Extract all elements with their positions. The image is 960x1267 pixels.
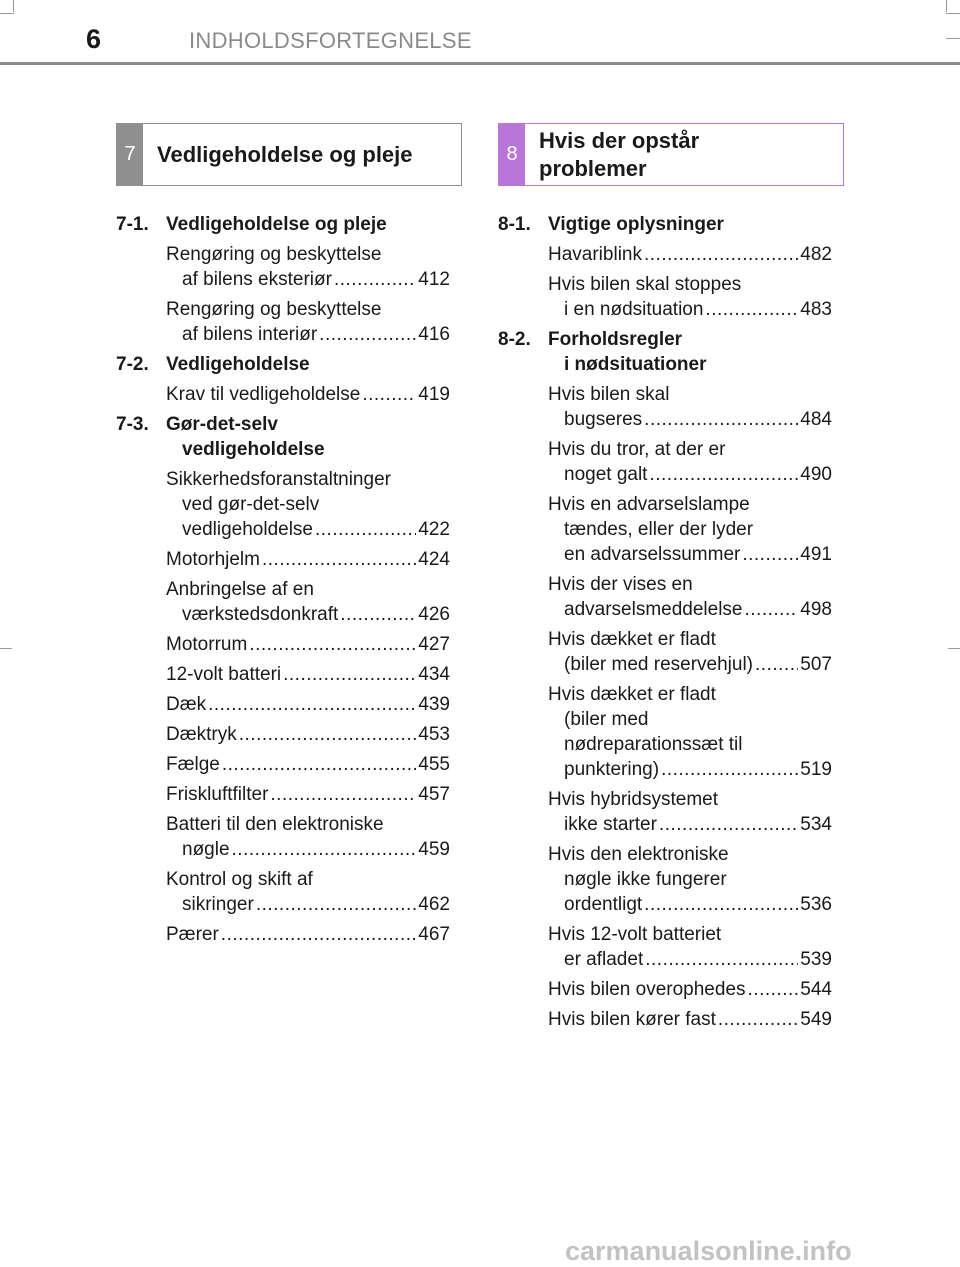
entry-last-line [548,652,832,677]
entry-last-line [166,322,450,347]
chapter-8-title: Hvis der opstår problemer [539,127,700,181]
entry-last-line [166,632,450,657]
entry-text-line: Pærer [166,924,219,945]
entry-text-line: Kontrol og skift af [166,869,313,890]
entry-last-line [166,892,450,917]
entry-text-line: af bilens eksteriør [182,269,332,290]
entry-text-line: Hvis bilen kører fast [548,1009,716,1030]
page-ref[interactable]: 416 [418,324,450,345]
page-ref[interactable]: 459 [418,839,450,860]
toc-entry[interactable] [116,922,450,947]
entry-text-line: nødreparationssæt til [564,734,743,755]
toc-entry[interactable] [498,787,832,837]
page-ref[interactable]: 519 [800,759,832,780]
page-ref[interactable]: 544 [800,979,832,1000]
section-title-line: Vedligeholdelse og pleje [166,214,387,235]
entry-text-line: Hvis dækket er fladt [548,684,716,705]
entry-text-line: punktering) [564,759,660,780]
section-title-line: i nødsituationer [564,354,707,375]
entry-text-line: nøgle ikke fungerer [564,869,727,890]
entry-text-line: Rengøring og beskyttelse [166,299,382,320]
entry-text-line: Batteri til den elektroniske [166,814,384,835]
toc-entry[interactable] [116,297,450,347]
entry-text-line: Krav til vedligeholdelse [166,384,361,405]
entry-text-line: Anbringelse af en [166,579,314,600]
toc-entry[interactable] [116,782,450,807]
dot-leader [661,757,798,782]
dot-leader [221,922,417,947]
entry-last-line [548,542,832,567]
section-heading [498,212,832,237]
section-number: 7-3. [116,414,149,435]
dot-leader [659,812,798,837]
entry-last-line [548,892,832,917]
crop-mark [948,648,960,649]
dot-leader [742,542,798,567]
section-number: 8-2. [498,329,531,350]
chapter-7-toc [116,207,450,947]
page-ref[interactable]: 419 [418,384,450,405]
header-rule [0,62,960,65]
page-ref[interactable]: 434 [418,664,450,685]
entry-text-line: (biler med reservehjul) [564,654,754,675]
page-ref[interactable]: 482 [800,244,832,265]
entry-last-line [166,267,450,292]
toc-entry[interactable] [498,572,832,622]
entry-text-line: værkstedsdonkraft [182,604,339,625]
entry-last-line [548,242,832,267]
toc-entry[interactable] [498,1007,832,1032]
entry-last-line [548,597,832,622]
entry-text-line: 12-volt batteri [166,664,282,685]
entry-text-line: Hvis bilen overophedes [548,979,746,1000]
dot-leader [748,977,799,1002]
toc-entry[interactable] [498,492,832,567]
section-title-line: Forholdsregler [548,329,683,350]
page-ref[interactable]: 422 [418,519,450,540]
chapter-7-title: Vedligeholdelse og pleje [157,141,413,167]
dot-leader [644,242,798,267]
chapter-8-tab: 8 [499,124,525,185]
dot-leader [249,632,416,657]
page-ref[interactable]: 453 [418,724,450,745]
page-ref[interactable]: 412 [418,269,450,290]
page-ref[interactable]: 462 [418,894,450,915]
toc-entry[interactable] [116,722,450,747]
toc-entry[interactable] [116,812,450,862]
toc-entry[interactable] [498,272,832,322]
entry-text-line: Dæktryk [166,724,237,745]
watermark: carmanualsonline.info [565,1236,852,1266]
entry-last-line [166,602,450,627]
dot-leader [362,382,416,407]
dot-leader [256,892,416,917]
entry-text-line: Hvis bilen skal stoppes [548,274,742,295]
entry-last-line [548,812,832,837]
crop-mark [13,0,14,12]
entry-text-line: er afladet [564,949,644,970]
section-heading [116,212,450,237]
page-header-title: INDHOLDSFORTEGNELSE [189,28,472,53]
entry-text-line: ordentligt [564,894,643,915]
toc-entry[interactable] [498,977,832,1002]
page-ref[interactable]: 467 [418,924,450,945]
section-title-line: vedligeholdelse [182,439,325,460]
entry-text-line: Hvis den elektroniske [548,844,729,865]
page-ref[interactable]: 539 [800,949,832,970]
dot-leader [319,322,416,347]
page-ref[interactable]: 549 [800,1009,832,1030]
page-ref[interactable]: 507 [800,654,832,675]
section-heading [116,412,450,462]
toc-entry[interactable] [116,692,450,717]
entry-last-line [166,692,450,717]
toc-entry[interactable] [116,242,450,292]
entry-last-line [548,407,832,432]
toc-entry[interactable] [116,577,450,627]
toc-entry[interactable] [116,752,450,777]
page-ref[interactable]: 457 [418,784,450,805]
entry-text-line: Fælge [166,754,220,775]
crop-mark [946,38,960,39]
entry-last-line [548,977,832,1002]
toc-entry[interactable] [498,437,832,487]
entry-text-line: (biler med [564,709,649,730]
entry-last-line [548,757,832,782]
entry-text-line: Hvis en advarselslampe [548,494,750,515]
entry-last-line [548,462,832,487]
toc-entry[interactable] [116,662,450,687]
entry-last-line [166,752,450,777]
page-ref[interactable]: 490 [800,464,832,485]
dot-leader [334,267,416,292]
section-number: 7-1. [116,214,149,235]
entry-text-line: noget galt [564,464,648,485]
entry-text-line: Hvis bilen skal [548,384,670,405]
dot-leader [239,722,417,747]
entry-last-line [166,922,450,947]
page-ref[interactable]: 455 [418,754,450,775]
page-ref[interactable]: 426 [418,604,450,625]
entry-text-line: Hvis hybridsystemet [548,789,718,810]
dot-leader [745,597,799,622]
entry-text-line: ved gør-det-selv [182,494,320,515]
page-ref[interactable]: 484 [800,409,832,430]
entry-last-line [548,297,832,322]
entry-text-line: ikke starter [564,814,657,835]
crop-mark [0,13,14,14]
entry-last-line [166,517,450,542]
dot-leader [222,752,416,777]
dot-leader [645,947,798,972]
entry-last-line [548,947,832,972]
entry-text-line: af bilens interiør [182,324,318,345]
dot-leader [649,462,798,487]
page-ref[interactable]: 536 [800,894,832,915]
dot-leader [283,662,416,687]
crop-mark [0,648,12,649]
entry-last-line [166,837,450,862]
dot-leader [644,407,798,432]
dot-leader [270,782,416,807]
section-title-line: Vigtige oplysninger [548,214,724,235]
page-ref[interactable]: 424 [418,549,450,570]
entry-text-line: nøgle [182,839,230,860]
toc-entry[interactable] [116,632,450,657]
entry-last-line [166,722,450,747]
page-ref[interactable]: 439 [418,694,450,715]
dot-leader [705,297,798,322]
toc-entry[interactable] [498,842,832,917]
page-number: 6 [86,24,102,54]
entry-text-line: Hvis du tror, at der er [548,439,726,460]
crop-mark [946,13,960,14]
section-number: 8-1. [498,214,531,235]
section-heading [116,352,450,377]
toc-entry[interactable] [498,922,832,972]
section-heading [498,327,832,377]
entry-text-line: bugseres [564,409,643,430]
toc-entry[interactable] [498,242,832,267]
dot-leader [262,547,416,572]
entry-text-line: tændes, eller der lyder [564,519,754,540]
entry-last-line [548,1007,832,1032]
entry-text-line: Rengøring og beskyttelse [166,244,382,265]
toc-entry[interactable] [116,467,450,542]
dot-leader [755,652,798,677]
chapter-8-toc [498,207,832,1032]
dot-leader [232,837,417,862]
dot-leader [644,892,798,917]
toc-entry[interactable] [116,382,450,407]
entry-text-line: advarselsmeddelelse [564,599,743,620]
entry-last-line [166,382,450,407]
page-ref[interactable]: 498 [800,599,832,620]
dot-leader [315,517,416,542]
entry-text-line: Hvis dækket er fladt [548,629,716,650]
chapter-7-tab: 7 [117,124,143,185]
section-number: 7-2. [116,354,149,375]
crop-mark [946,0,947,12]
entry-text-line: vedligeholdelse [182,519,313,540]
entry-text-line: Hvis der vises en [548,574,693,595]
entry-text-line: Motorrum [166,634,248,655]
toc-entry[interactable] [116,547,450,572]
chapter-7-header [116,123,462,186]
entry-text-line: Motorhjelm [166,549,260,570]
entry-text-line: Friskluftfilter [166,784,269,805]
entry-text-line: en advarselssummer [564,544,741,565]
dot-leader [340,602,416,627]
page-ref[interactable]: 427 [418,634,450,655]
entry-last-line [166,662,450,687]
page-ref[interactable]: 491 [800,544,832,565]
entry-text-line: Dæk [166,694,207,715]
toc-entry[interactable] [116,867,450,917]
section-title-line: Vedligeholdelse [166,354,310,375]
entry-last-line [166,547,450,572]
entry-text-line: Havariblink [548,244,642,265]
entry-text-line: Sikkerhedsforanstaltninger [166,469,391,490]
page-ref[interactable]: 534 [800,814,832,835]
toc-entry[interactable] [498,627,832,677]
dot-leader [208,692,416,717]
toc-entry[interactable] [498,682,832,782]
dot-leader [718,1007,798,1032]
chapter-8-header [498,123,844,186]
section-title-line: Gør-det-selv [166,414,278,435]
entry-text-line: i en nødsituation [564,299,704,320]
toc-entry[interactable] [498,382,832,432]
entry-text-line: Hvis 12-volt batteriet [548,924,722,945]
entry-last-line [166,782,450,807]
page-ref[interactable]: 483 [800,299,832,320]
entry-text-line: sikringer [182,894,254,915]
